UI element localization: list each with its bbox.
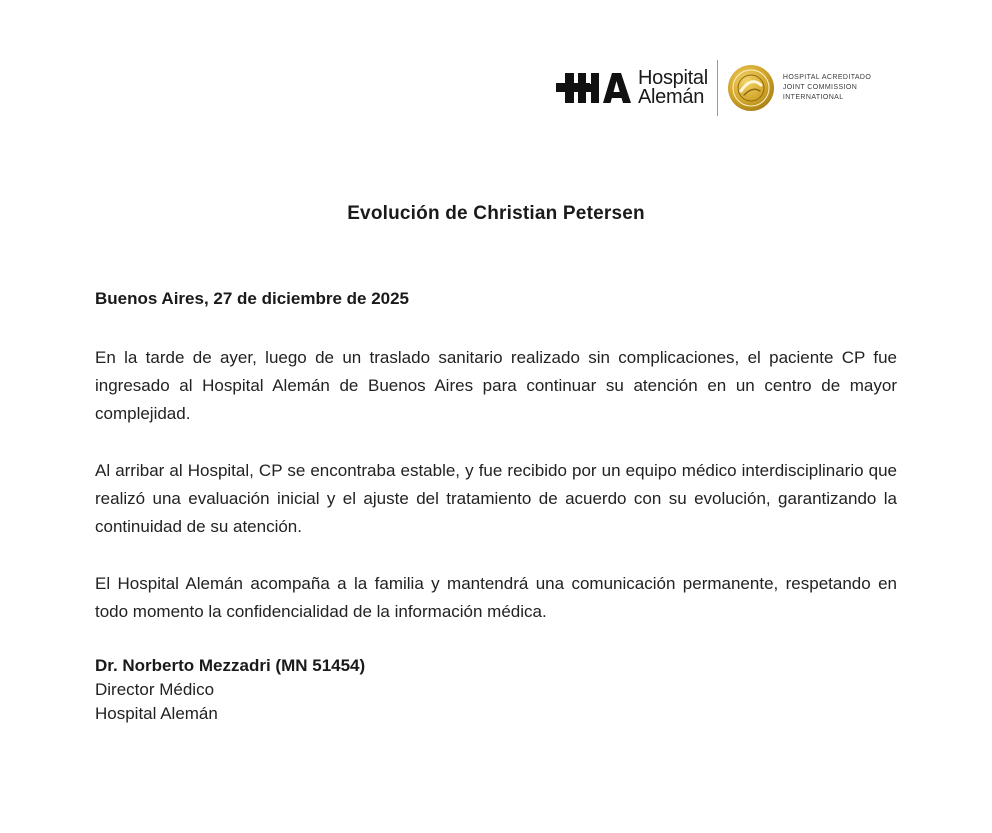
signatory-organization: Hospital Alemán: [95, 704, 218, 723]
hospital-name-line2: Alemán: [638, 86, 705, 108]
signature-block: [95, 654, 365, 726]
date-location: Buenos Aires, 27 de diciembre de 2025: [95, 289, 410, 308]
accreditation-line1: HOSPITAL ACREDITADO: [782, 74, 872, 81]
hospital-name-line1: Hospital: [638, 67, 708, 89]
signatory-role: Director Médico: [95, 680, 215, 699]
ha-logo-mark: [556, 68, 632, 108]
accreditation-line2: JOINT COMMISSION: [782, 84, 858, 91]
hospital-name: [638, 69, 708, 107]
accreditation-line3: INTERNATIONAL: [782, 94, 844, 101]
hospital-logo: [556, 60, 871, 116]
plus-ha-icon: [556, 70, 632, 106]
logo-divider: [717, 60, 718, 116]
page-title: Evolución de Christian Petersen: [347, 203, 645, 224]
accreditation-text: [783, 73, 871, 103]
paragraph-1: En la tarde de ayer, luego de un traslado sanitario realizado sin complicaciones, el paciente CP fue ingresado al Hospital Alemán de Buenos Aires para continuar su atención en un centro de mayor complejidad.: [95, 348, 897, 423]
signatory-name: Dr. Norberto Mezzadri (MN 51454): [95, 656, 366, 675]
joint-commission-seal-icon: [727, 64, 775, 112]
paragraph-3: El Hospital Alemán acompaña a la familia y mantendrá una comunicación permanente, respetando en todo momento la confidencialidad de la información médica.: [95, 574, 897, 621]
paragraph-2: Al arribar al Hospital, CP se encontraba estable, y fue recibido por un equipo médico interdisciplinario que realizó una evaluación inicial y el ajuste del tratamiento de acuerdo con su evolución, garantizando la continuidad de su atención.: [95, 461, 897, 536]
